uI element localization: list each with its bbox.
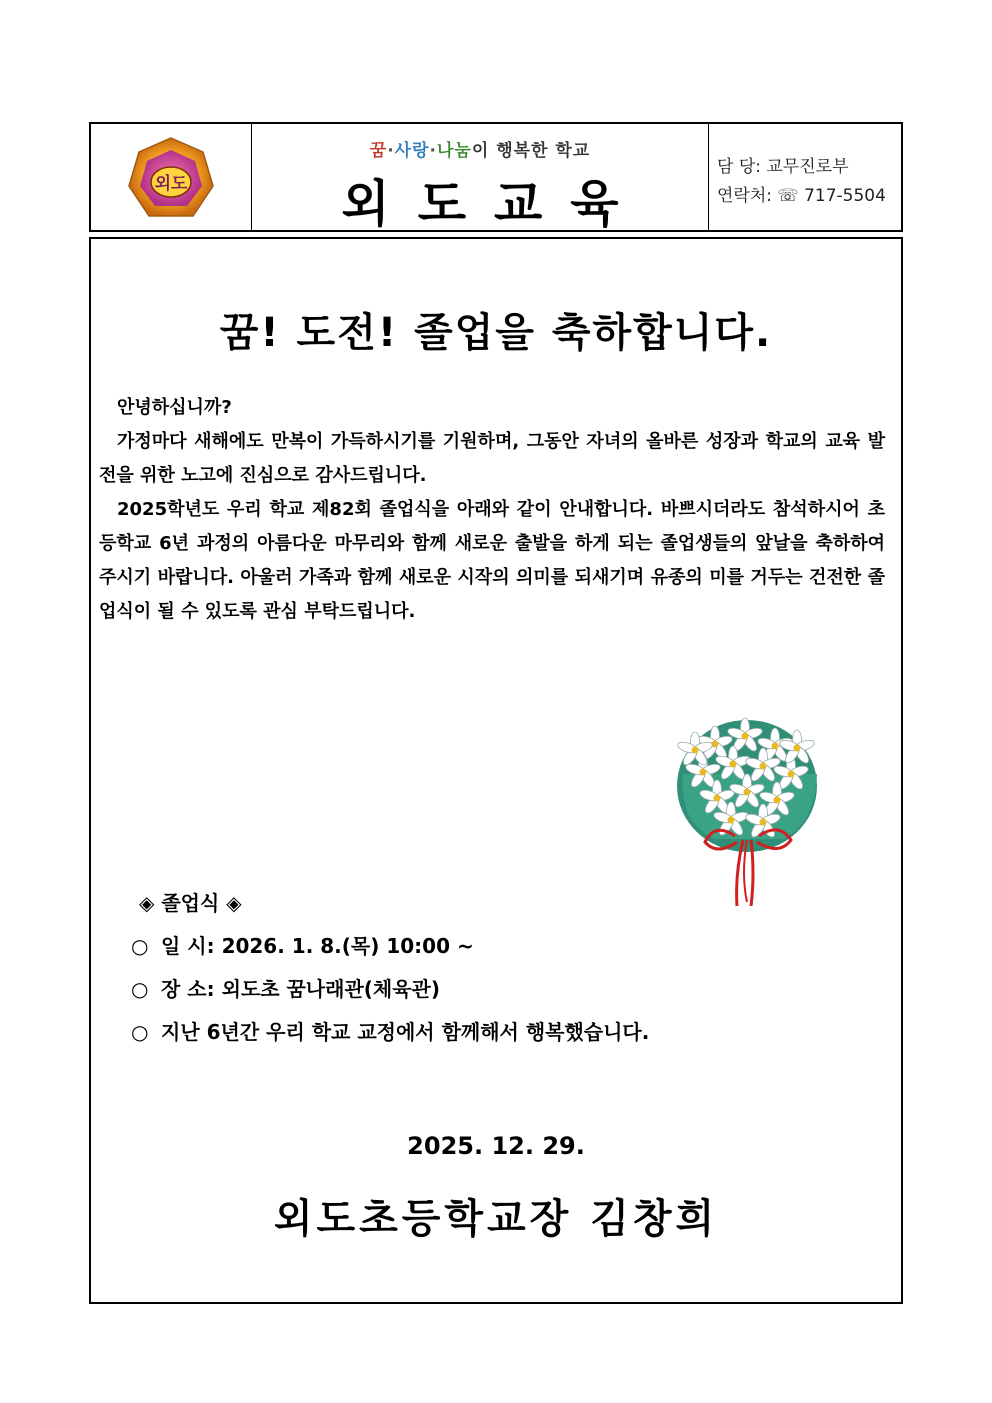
- slogan-share: 나눔: [437, 141, 472, 161]
- logo-cell: [91, 124, 252, 230]
- emblem-text: 외도: [154, 174, 188, 194]
- slogan-love: 사랑: [394, 141, 430, 161]
- intro-paragraph: 가정마다 새해에도 만복이 가득하시기를 기원하며, 그동안 자녀의 올바른 성장과 학교의 교육 발전을 위한 노고에 진심으로 감사드립니다.: [99, 431, 885, 486]
- circle-bullet-icon: ○: [131, 1020, 149, 1044]
- circle-bullet-icon: ○: [131, 977, 149, 1001]
- slogan-dream: 꿈: [369, 141, 388, 161]
- announcement-paragraph: 2025학년도 우리 학교 제82회 졸업식을 아래와 같이 안내합니다. 바쁘시더라도 참석하시어 초등학교 6년 과정의 아름다운 마무리와 함께 새로운 출발을 하게 되는 졸업생들의 앞날을 축하하여 주시기 바랍니다. 아울러 가족과 함께 새로운 시작의 의미를 되새기며 유종의 미를 거두는 건전한 졸업식이 될 수 있도록 관심 부탁드립니다.: [99, 499, 885, 622]
- flower-bouquet-icon: [675, 714, 825, 909]
- circle-bullet-icon: ○: [131, 934, 149, 958]
- letter-body: [89, 237, 903, 1304]
- place-text: 장 소: 외도초 꿈나래관(체육관): [161, 977, 441, 1001]
- ceremony-item-place: [131, 973, 649, 1002]
- contact-manager: 담 당: 교무진로부: [717, 157, 849, 177]
- slogan-dot: ·: [429, 141, 437, 161]
- newsletter-title: 외도교육: [341, 175, 647, 233]
- datetime-text: 일 시: 2026. 1. 8.(목) 10:00 ~: [161, 934, 474, 958]
- ceremony-item-datetime: [131, 930, 649, 959]
- greeting-paragraph: 안녕하십니까?: [117, 397, 232, 418]
- title-cell: [252, 124, 709, 233]
- letter-paragraphs: [99, 391, 885, 629]
- slogan-dot: ·: [387, 141, 395, 161]
- letter-date: 2025. 12. 29.: [407, 1132, 585, 1160]
- newsletter-header: [89, 122, 903, 232]
- school-slogan: [252, 136, 708, 161]
- principal-signature: 외도초등학교장 김창희: [273, 1196, 719, 1242]
- school-emblem-icon: [125, 136, 217, 222]
- contact-cell: [709, 124, 901, 230]
- ceremony-heading: ◈ 졸업식 ◈: [139, 891, 242, 915]
- message-text: 지난 6년간 우리 학교 교정에서 함께해서 행복했습니다.: [161, 1020, 650, 1044]
- slogan-rest: 이 행복한 학교: [471, 141, 591, 161]
- ceremony-details: [131, 887, 649, 1059]
- headline: 꿈! 도전! 졸업을 축하합니다.: [219, 310, 773, 356]
- ceremony-item-message: [131, 1016, 649, 1045]
- contact-phone: 연락처: ☏ 717-5504: [717, 186, 886, 206]
